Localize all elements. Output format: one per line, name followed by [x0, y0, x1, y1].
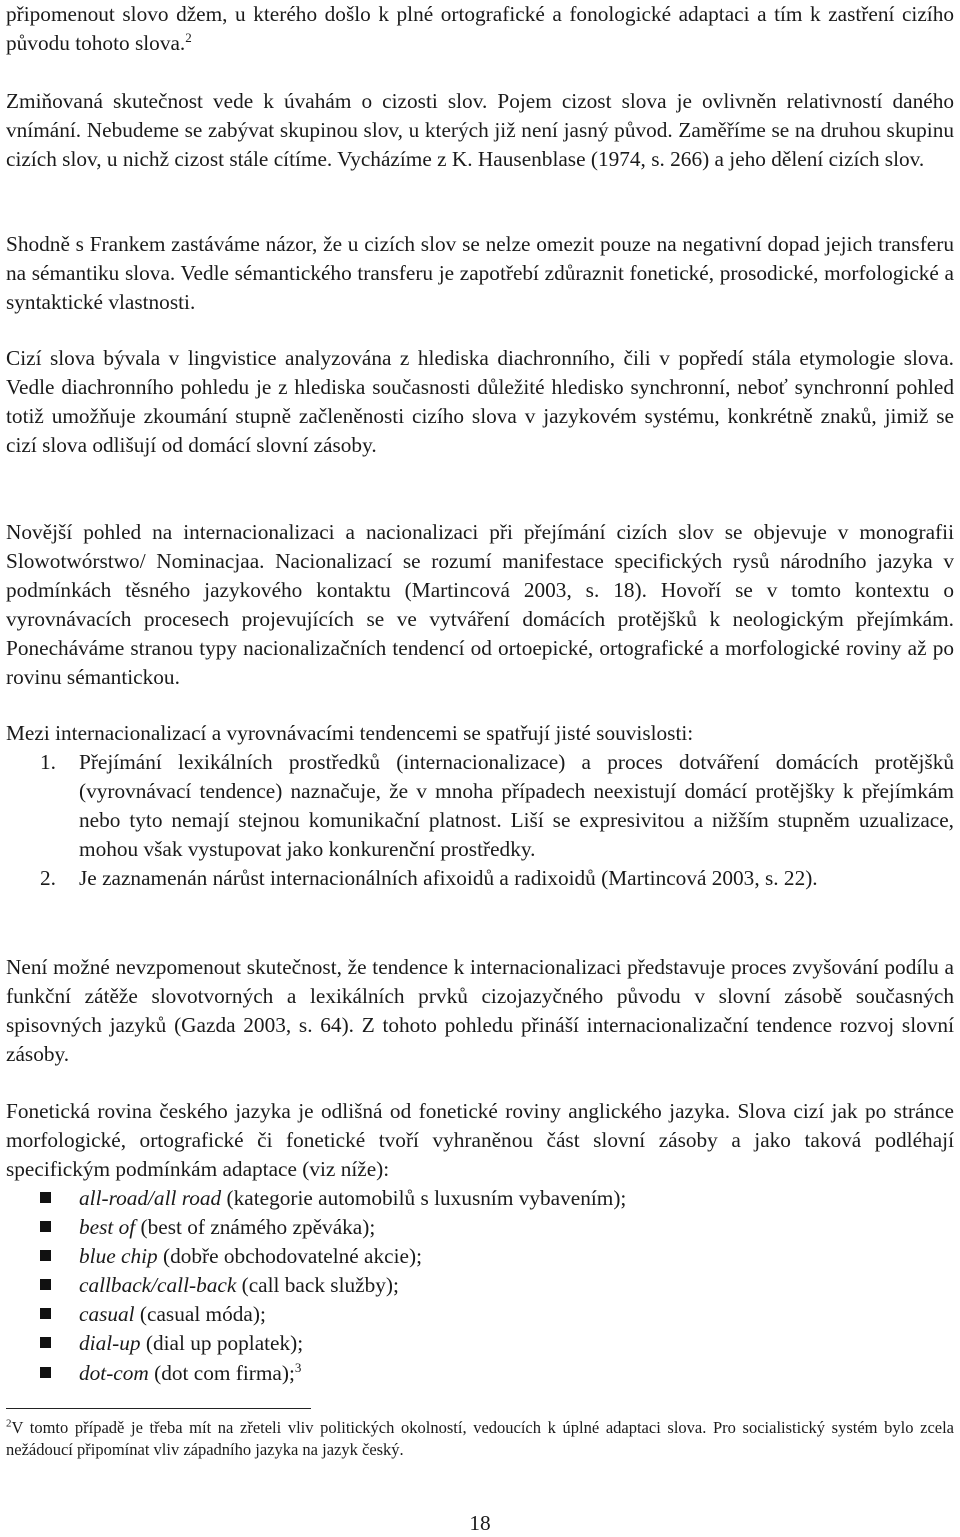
footnote-mark: 2 [6, 1417, 12, 1430]
paragraph [6, 518, 954, 692]
footnote-separator [6, 1408, 311, 1409]
term-description: (casual móda); [134, 1302, 266, 1327]
square-bullet-icon [40, 1308, 51, 1319]
list-number: 2. [40, 866, 56, 890]
footnote-reference: 3 [294, 1359, 302, 1375]
numbered-list [6, 748, 954, 893]
paragraph-text: Fonetická rovina českého jazyka je odlišná od fonetické roviny anglického jazyka. Slova cizí jak po stránce morfologické, ortografické či fonetické tvoří vyhraněnou část slovní zásoby a jako taková podléhají specifickým podmínkám adaptace (viz níže): [6, 1099, 954, 1181]
list-item [6, 1329, 954, 1358]
paragraph-continuation [6, 0, 954, 58]
footnote [6, 1417, 954, 1461]
paragraph-text: Shodně s Frankem zastáváme názor, že u cizích slov se nelze omezit pouze na negativní dopad jejich transferu na sémantiku slova. Vedle sémantického transferu je zapotřebí zdůraznit fonetické, prosodické, morfologické a syntaktické vlastnosti. [6, 232, 954, 314]
term-description: (dobře obchodovatelné akcie); [157, 1244, 422, 1269]
paragraph [6, 344, 954, 460]
square-bullet-icon [40, 1192, 51, 1203]
list-item [6, 1300, 954, 1329]
paragraph-text: Cizí slova bývala v lingvistice analyzována z hlediska diachronního, čili v popředí stála etymologie slova. Vedle diachronního pohledu je z hlediska současnosti důležité hledisko synchronní, neboť synchronní pohled totiž umožňuje zkoumání stupně začleněnosti cizího slova v jazykovém systému, konkrétně znaků, jimiž se cizí slova odlišují od domácí slovní zásoby. [6, 346, 954, 457]
square-bullet-icon [40, 1279, 51, 1290]
paragraph-text: Není možné nevzpomenout skutečnost, že tendence k internacionalizaci představuje proces zvyšování podílu a funkční zátěže slovotvorných a lexikálních prvků cizojazyčného původu v slovní zásobě současných spisovných jazyků (Gazda 2003, s. 64). Z tohoto pohledu přináší internacionalizační tendence rozvoj slovní zásoby. [6, 955, 954, 1066]
footnote-text: V tomto případě je třeba mít na zřeteli vliv politických okolností, vedoucích k úplné adaptaci slova. Pro socialistický systém bylo zcela nežádoucí připomínat vliv západního jazyka na jazyk český. [6, 1418, 954, 1459]
list-item [6, 748, 954, 864]
english-term: casual [79, 1302, 135, 1327]
paragraph-text: Mezi internacionalizací a vyrovnávacími tendencemi se spatřují jisté souvislosti: [6, 721, 694, 745]
page-number: 18 [469, 1511, 491, 1535]
list-item [6, 1184, 954, 1213]
english-term: dot-com [79, 1360, 149, 1385]
square-bullet-icon [40, 1367, 51, 1378]
list-item-text: Je zaznamenán nárůst internacionálních afixoidů a radixoidů (Martincová 2003, s. 22). [79, 866, 818, 890]
paragraph-text: Novější pohled na internacionalizaci a nacionalizaci při přejímání cizích slov se objevuje v monografii Slowotwórstwo/ Nominacjaa. Nacionalizací se rozumí manifestace specifických rysů národního jazyka v podmínkách těsného jazykového kontaktu (Martincová 2003, s. 18). Hovoří se v tomto kontextu o vyrovnávacích procesech projevujících se ve vytváření domácích protějšků k neologickým přejímkám. Ponecháváme stranou typy nacionalizačních tendencí od ortoepické, ortografické a morfologické roviny až po rovinu sémantickou. [6, 520, 954, 689]
paragraph [6, 87, 954, 174]
list-item [6, 1213, 954, 1242]
list-item [6, 1271, 954, 1300]
english-term: blue chip [79, 1244, 158, 1269]
square-bullet-icon [40, 1250, 51, 1261]
paragraph [6, 719, 954, 748]
paragraph [6, 1097, 954, 1184]
list-item-text: Přejímání lexikálních prostředků (internacionalizace) a proces dotváření domácích protějšků (vyrovnávací tendence) naznačuje, že v mnoha případech neexistují domácí protějšky k přejímkám nebo tyto nemají stejnou komunikační platnost. Liší se expresivitou a nižším stupněm uzualizace, mohou však vystupovat jako konkurenční prostředky. [79, 750, 954, 861]
paragraph-text: připomenout slovo džem, u kterého došlo k plné ortografické a fonologické adaptaci a tím k zastření cizího původu tohoto slova. [6, 2, 954, 55]
english-term: best of [79, 1215, 136, 1240]
list-item [6, 1359, 954, 1388]
term-description: (call back služby); [236, 1273, 399, 1298]
english-term: callback/call-back [79, 1273, 237, 1298]
bullet-list [6, 1184, 954, 1388]
square-bullet-icon [40, 1221, 51, 1232]
term-description: (dial up poplatek); [140, 1331, 304, 1356]
term-description: (dot com firma); [148, 1360, 295, 1385]
list-item [6, 1242, 954, 1271]
square-bullet-icon [40, 1337, 51, 1348]
paragraph-text: Zmiňovaná skutečnost vede k úvahám o cizosti slov. Pojem cizost slova je ovlivněn relativností daného vnímání. Nebudeme se zabývat skupinou slov, u kterých již není jasný původ. Zaměříme se na druhou skupinu cizích slov, u nichž cizost stále cítíme. Vycházíme z K. Hausenblase (1974, s. 266) a jeho dělení cizích slov. [6, 89, 954, 171]
paragraph [6, 953, 954, 1069]
list-number: 1. [40, 750, 56, 774]
footnote-reference: 2 [185, 29, 192, 45]
term-description: (best of známého zpěváka); [135, 1215, 376, 1240]
list-item [6, 864, 954, 893]
term-description: (kategorie automobilů s luxusním vybavením); [221, 1186, 627, 1210]
english-term: dial-up [79, 1331, 141, 1356]
paragraph [6, 230, 954, 317]
english-term: all-road/all road [79, 1186, 222, 1210]
